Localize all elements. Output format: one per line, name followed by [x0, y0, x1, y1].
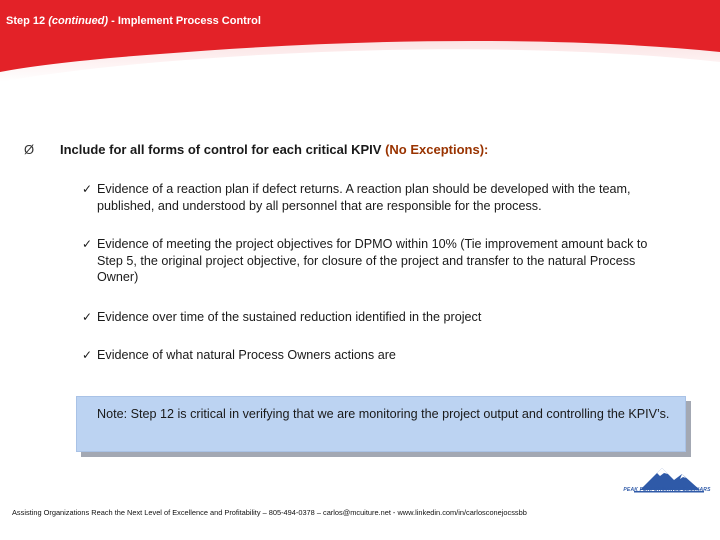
list-item-text: Evidence of a reaction plan if defect returns. A reaction plan should be developed with the team, published, and understood by all personnel that are responsible for the process. [97, 182, 631, 213]
list-item [82, 309, 672, 326]
checkmark-icon: ✓ [82, 348, 93, 362]
arrow-bullet-icon: Ø [24, 142, 35, 157]
list-item-text: Evidence of what natural Process Owners actions are [97, 348, 396, 362]
note-text: Note: Step 12 is critical in verifying that we are monitoring the project output and controlling the KPIV’s. [97, 407, 670, 421]
main-point-exception: (No Exceptions): [385, 142, 489, 157]
title-suffix: - Implement Process Control [108, 15, 261, 27]
slide-header [0, 0, 720, 100]
main-point [60, 142, 488, 157]
checkmark-icon: ✓ [82, 182, 93, 196]
list-item [82, 236, 672, 286]
slide-title [6, 15, 261, 27]
list-item-text: Evidence over time of the sustained reduction identified in the project [97, 310, 482, 324]
list-item [82, 181, 672, 214]
footer-text: Assisting Organizations Reach the Next Level of Excellence and Profitability – 805-494-0378 – carlos@mcuiture.net - www.linkedin.com/in/carlosconejocssbb [12, 508, 527, 517]
main-point-text: Include for all forms of control for each critical KPIV [60, 142, 386, 157]
note-box [76, 396, 686, 452]
checkmark-icon: ✓ [82, 310, 93, 324]
list-item-text: Evidence of meeting the project objectives for DPMO within 10% (Tie improvement amount back to Step 5, the original project objective, for closure of the project and transfer to the natural Process Owner) [97, 237, 648, 284]
title-continued: (continued) [48, 15, 109, 27]
title-prefix: Step 12 [6, 15, 49, 27]
list-item [82, 347, 672, 364]
logo-text: PEAK PERFORMANCE SEMINARS [623, 487, 711, 493]
checkmark-icon: ✓ [82, 237, 93, 251]
